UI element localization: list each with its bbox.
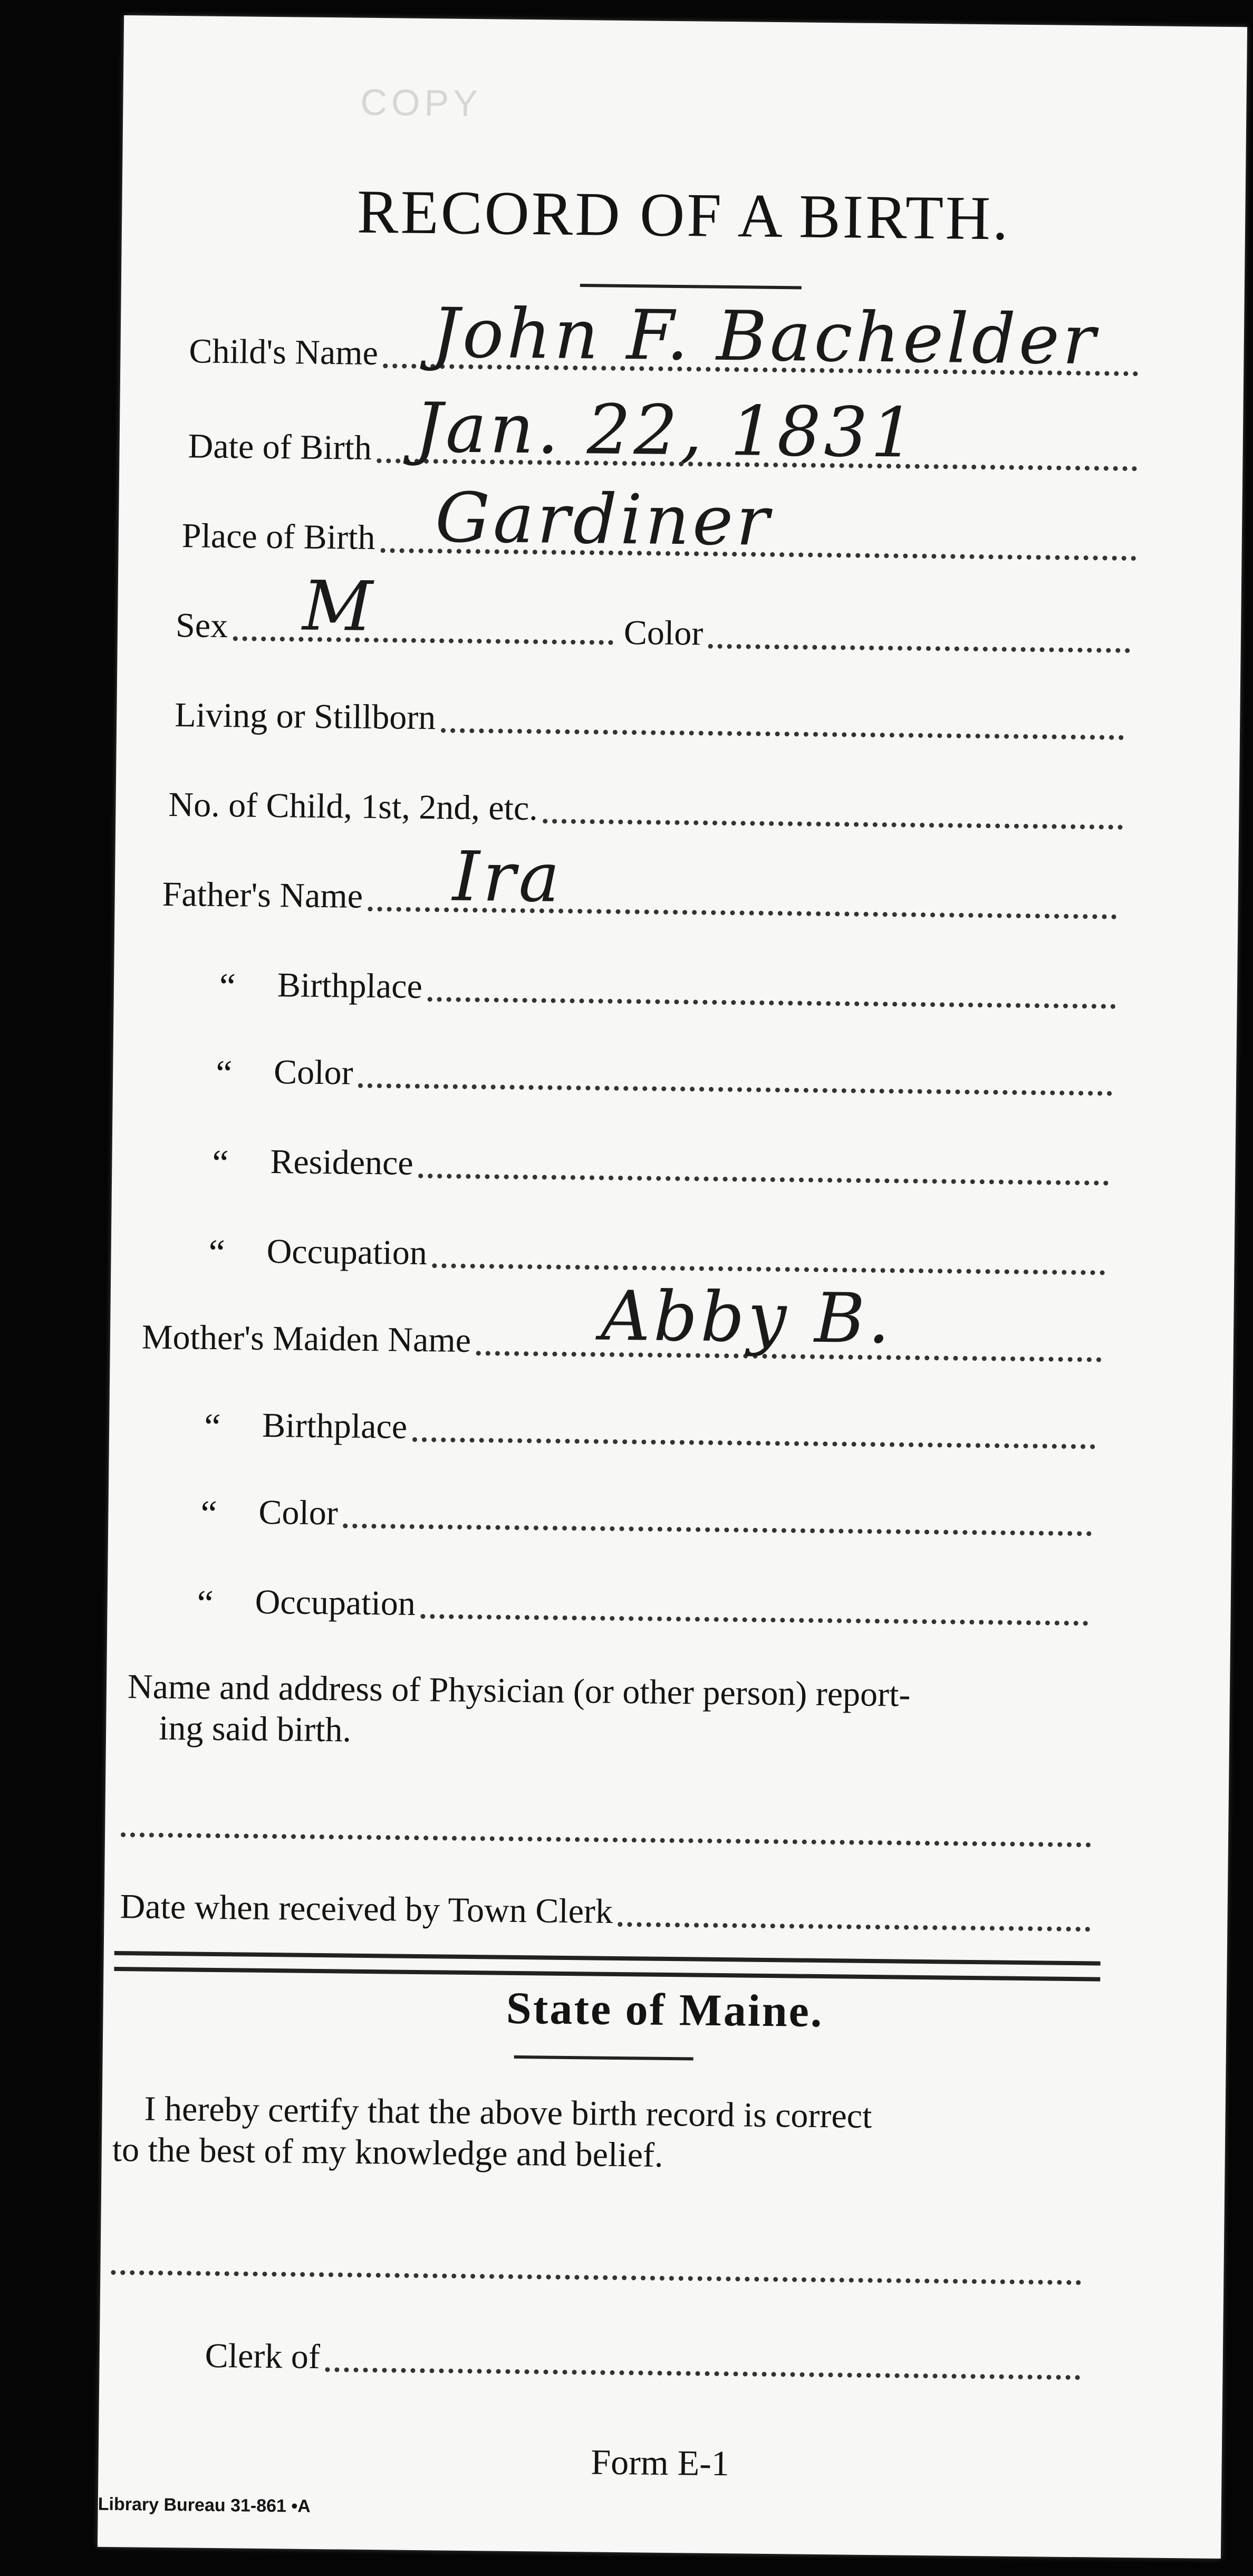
child-number-label: No. of Child, 1st, 2nd, etc. (168, 785, 538, 828)
mother-occupation-row (197, 1562, 1088, 1635)
mother-name-value: Abby B. (600, 1275, 894, 1359)
physician-text (127, 1666, 1130, 1759)
mother-occupation-line (421, 1614, 1088, 1626)
physician-line (121, 1832, 1091, 1847)
certification-line-2: to the best of my knowledge and belief. (112, 2130, 663, 2175)
living-line (441, 728, 1124, 740)
mother-birthplace-label: Birthplace (262, 1406, 408, 1446)
mother-birthplace-row (204, 1385, 1096, 1458)
form-number: Form E-1 (590, 2442, 730, 2484)
place-of-birth-value: Gardiner (435, 477, 773, 561)
clerk-row (205, 2316, 1081, 2388)
faint-copy-stamp: COPY (360, 81, 483, 124)
ditto-mark: “ (212, 1142, 229, 1184)
father-color-line (358, 1083, 1112, 1096)
father-color-label: Color (273, 1053, 353, 1092)
ditto-mark: “ (204, 1406, 221, 1448)
father-birthplace-line (428, 997, 1116, 1009)
mother-birthplace-line (412, 1437, 1095, 1449)
date-of-birth-label: Date of Birth (188, 427, 372, 467)
mother-occupation-label: Occupation (255, 1582, 416, 1623)
signature-line (111, 2270, 1081, 2285)
father-name-label: Father's Name (162, 874, 363, 916)
father-occupation-label: Occupation (266, 1232, 428, 1273)
state-heading: State of Maine. (506, 1982, 824, 2037)
child-name-label: Child's Name (189, 332, 379, 373)
color-label: Color (623, 613, 703, 653)
sex-line (233, 636, 613, 645)
mother-name-label: Mother's Maiden Name (141, 1318, 471, 1360)
date-of-birth-value: Jan. 22, 1831 (415, 387, 918, 473)
ditto-mark: “ (215, 1053, 233, 1094)
physician-blank-row (121, 1782, 1092, 1856)
mother-color-label: Color (258, 1493, 339, 1533)
child-number-line (543, 819, 1123, 830)
physician-line-1: Name and address of Physician (or other person) report- (127, 1667, 911, 1714)
page-title: RECORD OF A BIRTH. (356, 177, 1011, 253)
child-number-row (168, 765, 1123, 838)
father-birthplace-label: Birthplace (277, 966, 423, 1006)
father-occupation-row (208, 1211, 1105, 1284)
father-birthplace-row (219, 945, 1116, 1017)
certification-text (112, 2088, 1115, 2181)
clerk-label: Clerk of (205, 2336, 321, 2377)
father-name-value: Ira (452, 836, 563, 918)
received-row (120, 1867, 1091, 1940)
state-divider (514, 2055, 693, 2061)
living-label: Living or Stillborn (174, 696, 436, 737)
mother-color-row (200, 1472, 1092, 1545)
received-line (618, 1922, 1091, 1931)
ditto-mark: “ (219, 966, 236, 1007)
sex-label: Sex (175, 606, 228, 646)
signature-row (111, 2220, 1082, 2293)
ditto-mark: “ (197, 1583, 214, 1624)
double-rule-top (114, 1951, 1101, 1966)
physician-line-2: ing said birth. (158, 1708, 352, 1750)
father-name-row (162, 854, 1117, 928)
place-of-birth-label: Place of Birth (181, 516, 375, 558)
father-residence-line (418, 1174, 1109, 1186)
color-row (624, 593, 1131, 661)
library-bureau-imprint: Library Bureau 31-861 •A (98, 2494, 311, 2516)
received-label: Date when received by Town Clerk (120, 1887, 613, 1931)
clerk-line (325, 2367, 1081, 2380)
ditto-mark: “ (200, 1493, 217, 1534)
ditto-mark: “ (208, 1232, 226, 1274)
color-line (708, 644, 1130, 653)
birth-record-card (98, 15, 1247, 2559)
mother-color-line (343, 1523, 1092, 1536)
sex-row (176, 585, 614, 653)
certification-line-1: I hereby certify that the above birth record is correct (144, 2089, 872, 2136)
father-residence-row (212, 1121, 1109, 1194)
father-occupation-line (432, 1263, 1105, 1275)
father-color-row (216, 1032, 1113, 1104)
child-name-value: John F. Bachelder (431, 293, 1099, 380)
living-row (175, 675, 1124, 748)
title-divider (580, 284, 802, 289)
sex-value: M (302, 565, 377, 647)
father-residence-label: Residence (270, 1142, 414, 1183)
